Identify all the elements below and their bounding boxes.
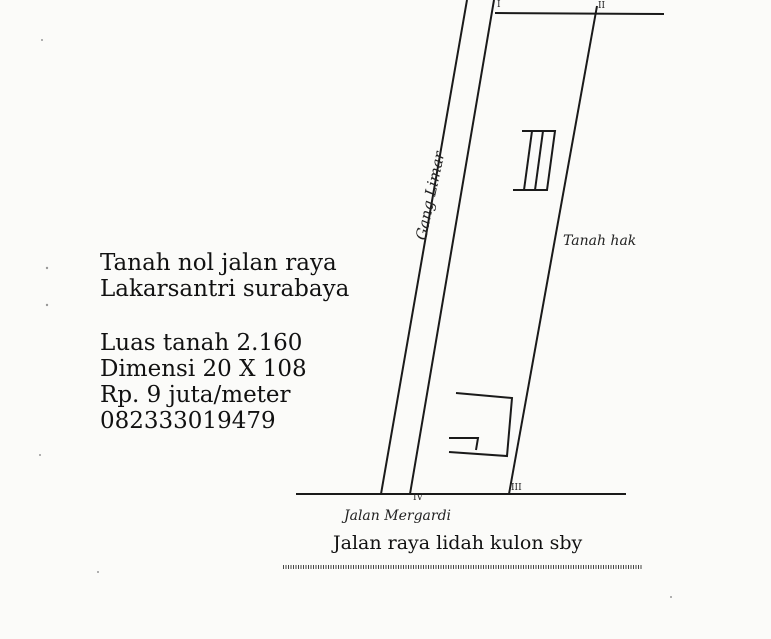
corner-label-ii: II	[598, 1, 606, 11]
neighbor-label: Tanah hak	[563, 233, 637, 249]
listing-dimension: Dimensi 20 X 108	[100, 356, 307, 382]
road-caption: Jalan raya lidah kulon sby	[333, 532, 583, 554]
gang-inner-edge	[410, 0, 494, 494]
corner-label-iii: III	[511, 483, 522, 493]
listing-price: Rp. 9 juta/meter	[100, 382, 291, 408]
listing-area: Luas tanah 2.160	[100, 330, 303, 356]
listing-phone: 082333019479	[100, 408, 276, 434]
top-boundary-line	[495, 13, 664, 14]
corner-label-i: I	[497, 0, 501, 10]
upper-building	[513, 131, 555, 190]
gang-label: Gang Limar	[412, 149, 449, 242]
lower-building	[449, 393, 512, 456]
listing-title-line1: Tanah nol jalan raya	[100, 250, 337, 276]
corner-label-iv: IV	[413, 493, 424, 503]
gang-outer-edge	[381, 0, 467, 494]
street-label: Jalan Mergardi	[344, 508, 452, 524]
listing-title-line2: Lakarsantri surabaya	[100, 276, 350, 302]
plot-right-edge	[509, 6, 597, 494]
listing-info	[100, 250, 349, 434]
